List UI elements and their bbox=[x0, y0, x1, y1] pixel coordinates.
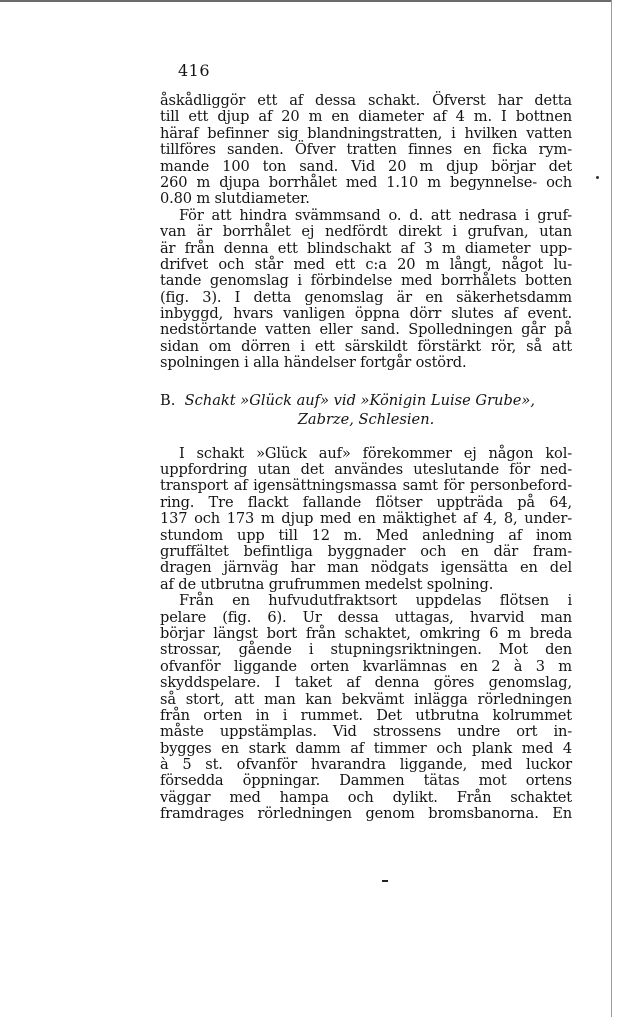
section-heading bbox=[160, 391, 572, 429]
text-line: Från en hufvudutfraktsort uppdelas flötsen i bbox=[179, 592, 572, 610]
text-line: ofvanför liggande orten kvarlämnas en 2 à 3 m bbox=[160, 657, 572, 675]
text-line: stundom upp till 12 m. Med anledning af inom bbox=[160, 526, 572, 544]
text-line: 0.80 m slutdiameter. bbox=[160, 190, 310, 208]
text-line: 137 och 173 m djup med en mäktighet af 4, 8, under- bbox=[160, 510, 572, 528]
paragraph-2 bbox=[160, 208, 572, 372]
text-line: uppfordring utan det användes uteslutande för ned- bbox=[160, 461, 572, 479]
page-top-border bbox=[0, 0, 611, 2]
text-line: (fig. 3). I detta genomslag är en säkerhetsdamm bbox=[160, 288, 572, 306]
paragraph-3 bbox=[160, 446, 572, 594]
text-line: nedstörtande vatten eller sand. Spolledningen går på bbox=[160, 321, 572, 339]
page-right-border bbox=[611, 0, 612, 1017]
text-line: pelare (fig. 6). Ur dessa uttagas, hvarvid man bbox=[160, 608, 572, 626]
text-line: inbyggd, hvars vanligen öppna dörr slutes af event. bbox=[160, 305, 572, 323]
text-line: tillföres sanden. Öfver tratten finnes en ficka rym- bbox=[160, 141, 572, 159]
text-line: skyddspelare. I taket af denna göres genomslag, bbox=[160, 674, 572, 692]
text-line: ring. Tre flackt fallande flötser uppträda på 64, bbox=[160, 493, 572, 511]
text-line: framdrages rörledningen genom bromsbanorna. En bbox=[160, 805, 572, 823]
text-line: så stort, att man kan bekvämt inlägga rörledningen bbox=[160, 690, 572, 708]
section-title: Schakt »Glück auf» vid »Königin Luise Grube», bbox=[184, 391, 535, 409]
text-line: väggar med hampa och dylikt. Från schaktet bbox=[160, 788, 572, 806]
text-line: 260 m djupa borrhålet med 1.10 m begynnelse- och bbox=[160, 173, 572, 191]
text-line: tande genomslag i förbindelse med borrhålets botten bbox=[160, 272, 572, 290]
spacer bbox=[160, 372, 572, 391]
text-line: är från denna ett blindschakt af 3 m diameter upp- bbox=[160, 239, 572, 257]
text-line: strossar, gående i stupningsriktningen. Mot den bbox=[160, 641, 572, 659]
page-number: 416 bbox=[178, 61, 211, 80]
text-line: sidan om dörren i ett särskildt förstärkt rör, så att bbox=[160, 337, 572, 355]
paragraph-1 bbox=[160, 93, 572, 208]
text-line: spolningen i alla händelser fortgår ostörd. bbox=[160, 354, 467, 372]
text-line: häraf befinner sig blandningstratten, i hvilken vatten bbox=[160, 124, 572, 142]
text-line: af de utbrutna grufrummen medelst spolning. bbox=[160, 575, 494, 593]
text-line: bygges en stark damm af timmer och plank med 4 bbox=[160, 739, 572, 757]
text-line: à 5 st. ofvanför hvarandra liggande, med luckor bbox=[160, 756, 572, 774]
text-line: börjar längst bort från schaktet, omkring 6 m breda bbox=[160, 624, 572, 642]
text-line: van är borrhålet ej nedfördt direkt i grufvan, utan bbox=[160, 223, 572, 241]
section-heading-line-1 bbox=[160, 391, 572, 410]
section-letter: B. bbox=[160, 391, 176, 409]
text-line: försedda öppningar. Dammen tätas mot ortens bbox=[160, 772, 572, 790]
text-line: mande 100 ton sand. Vid 20 m djup börjar det bbox=[160, 157, 572, 175]
text-line: För att hindra svämmsand o. d. att nedrasa i gruf- bbox=[179, 206, 572, 224]
text-line: gruffältet befintliga byggnader och en där fram- bbox=[160, 542, 572, 560]
page-body bbox=[160, 93, 572, 823]
text-line: från orten in i rummet. Det utbrutna kolrummet bbox=[160, 706, 572, 724]
paragraph-4 bbox=[160, 593, 572, 822]
text-line: måste uppstämplas. Vid strossens undre ort in- bbox=[160, 723, 572, 741]
text-line: I schakt »Glück auf» förekommer ej någon kol- bbox=[179, 444, 572, 462]
text-line: till ett djup af 20 m en diameter af 4 m. I bottnen bbox=[160, 108, 572, 126]
text-line: åskådliggör ett af dessa schakt. Öfverst har detta bbox=[160, 92, 572, 109]
bottom-dash-mark bbox=[382, 880, 388, 882]
text-line: drifvet och står med ett c:a 20 m långt, något lu- bbox=[160, 255, 572, 273]
section-heading-line-2: Zabrze, Schlesien. bbox=[297, 410, 435, 428]
margin-mark bbox=[596, 176, 599, 179]
spacer bbox=[160, 429, 572, 446]
text-line: dragen järnväg har man nödgats igensätta en del bbox=[160, 559, 572, 577]
text-line: transport af igensättningsmassa samt för personbeford- bbox=[160, 477, 572, 495]
